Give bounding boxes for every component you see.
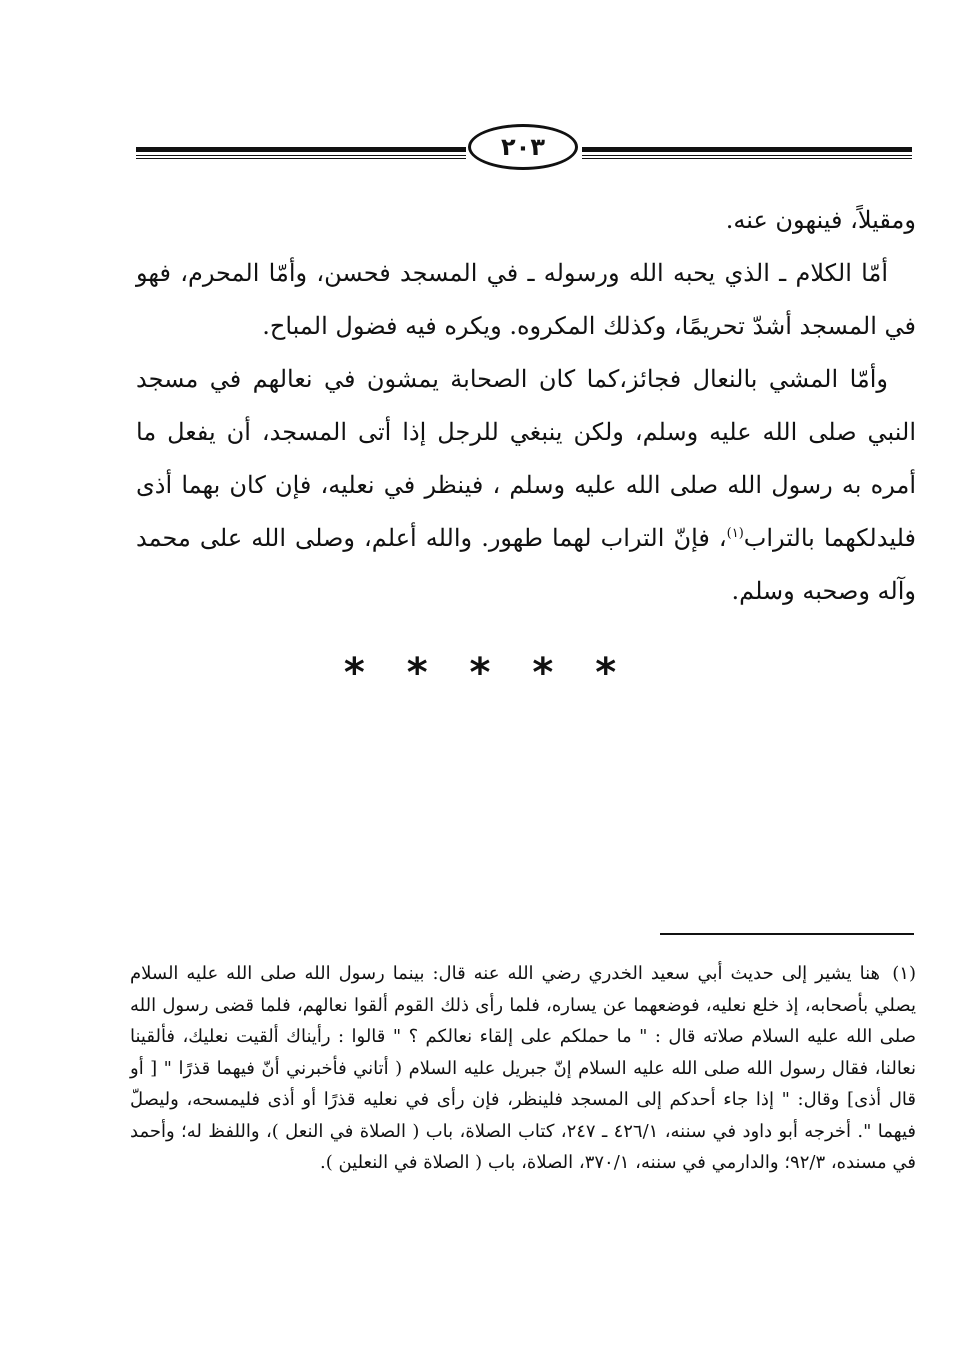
footnote-reference[interactable]: (١) [726,526,744,541]
footnote [130,958,916,1179]
header-rule-thick [136,147,466,152]
paragraph-3-text-start: وأمّا المشي بالنعال فجائز،كما كان الصحابة يمشون في نعالهم في مسجد النبي صلى الله عليه وسلم، ولكن ينبغي للرجل إذا أتى المسجد، أن يفعل ما أمره به رسول الله صلى الله عليه وسلم ، فينظر في نعليه، فإن كان بهما أذى فليدلكهما بالتراب [136,365,916,552]
header-rule-thick [582,147,912,152]
header-rule-thin [582,155,912,156]
header-rule-thin [582,158,912,159]
section-separator: * * * * * [343,650,631,696]
paragraph-3 [136,353,916,618]
header-rule-right [582,147,912,161]
header-rule-thin [136,155,466,156]
paragraph-2: أمّا الكلام ـ الذي يحبه الله ورسوله ـ في المسجد فحسن، وأمّا المحرم، فهو في المسجد أشدّ تحريمًا، وكذلك المكروه. ويكره فيه فضول المباح. [136,259,916,340]
header-rule-left [136,147,466,161]
page-header [0,0,974,175]
footnote-number: (١) [892,963,916,984]
paragraph-1: ومقيلاً، فينهون عنه. [725,206,916,234]
page-number: ٢٠٣ [468,124,578,170]
main-text [136,194,916,618]
paragraph-3-text-end: ، فإنّ التراب لهما طهور. والله أعلم، وصلى الله على محمد وآله وصحبه وسلم. [136,524,916,605]
header-rule-thin [136,158,466,159]
footnote-divider [660,933,914,935]
footnote-text: هنا يشير إلى حديث أبي سعيد الخدري رضي الله عنه قال: بينما رسول الله صلى الله عليه السلام يصلي بأصحابه، إذ خلع نعليه، فوضعهما عن يساره، فلما رأى ذلك القوم ألقوا نعالهم، فلما قضى رسول الله صلى الله عليه السلام صلاته قال : " ما حملكم على إلقاء نعالكم ؟ " قالوا : رأيناك ألقيت نعليك، فألقينا نعالنا، فقال رسول الله صلى الله عليه السلام إنّ جبريل عليه السلام ( أتاني فأخبرني أنّ فيهما قذرًا " [ أو قال أذى] وقال: " إذا جاء أحدكم إلى المسجد فلينظر، فإن رأى في نعليه قذرًا أو أذى فليمسحه، وليصلّ فيهما ". أخرجه أبو داود في سننه، ٤٢٦/١ ـ ٢٤٧، كتاب الصلاة، باب ( الصلاة في النعل )، واللفظ له؛ وأحمد في مسنده، ٩٢/٣؛ والدارمي في سننه، ٣٧٠/١، الصلاة، باب ( الصلاة في النعلين ). [130,963,916,1173]
